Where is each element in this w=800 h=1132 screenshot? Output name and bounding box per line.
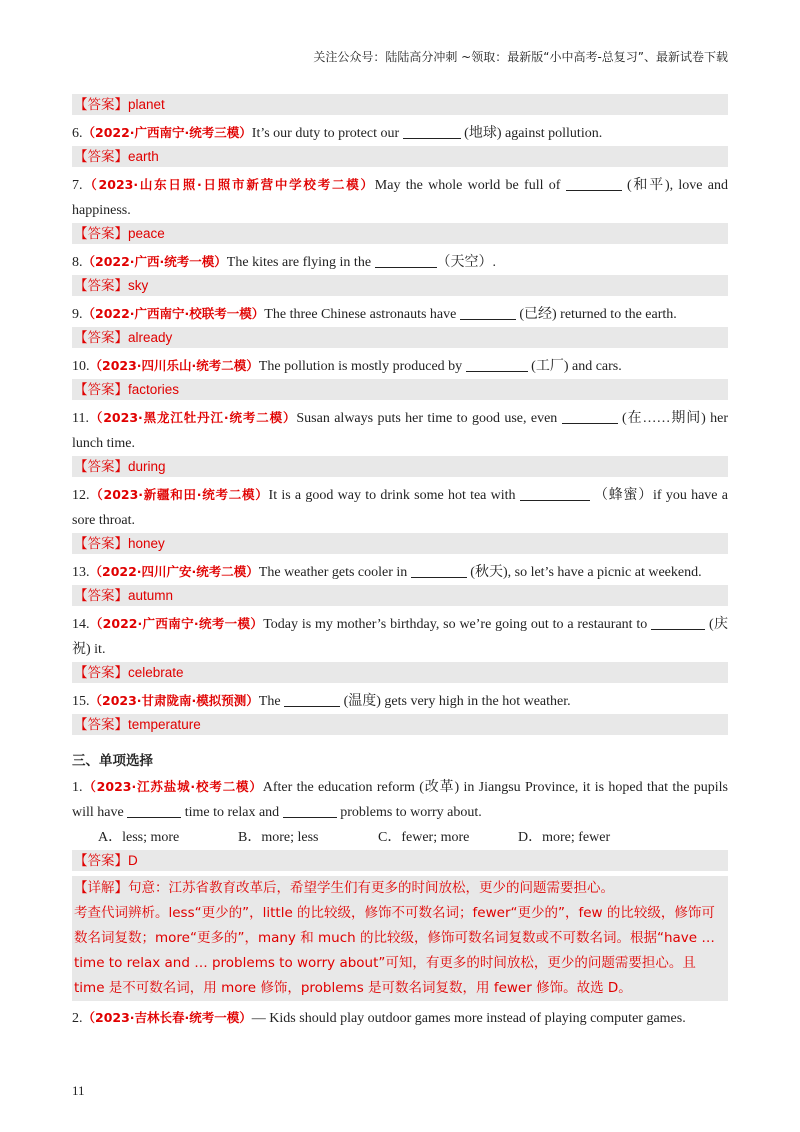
option-c: C．fewer; more [378, 830, 470, 845]
document-body [72, 94, 728, 1031]
detail-tag: 【详解】 [74, 880, 128, 896]
question-14: 14.（2022·广西南宁·统考一模）Today is my mother’s birthday, so we’re going out to a restaurant to (庆祝) it. [72, 616, 728, 657]
detail-analysis: 考查代词辨析。less“更少的”，little 的比较级，修饰不可数名词；fewer“更少的”，few 的比较级，修饰可数名词复数；more“更多的”，many 和 much 的比较级，修饰可数名词复数或不可数名词。根据“have … time to relax and … problems to worry about”可知，有更多的时间放松，更少的问题需要担心。且 time 是不可数名词，用 more 修饰，problems 是可数名词复数，用 fewer 修饰。故选 D。 [74, 905, 715, 996]
answer-row [72, 94, 728, 115]
answer-row: 【答案】during [72, 456, 728, 477]
answer-row: 【答案】already [72, 327, 728, 348]
answer-row: 【答案】temperature [72, 714, 728, 735]
question-15: 15.（2023·甘肃陇南·模拟预测）The (温度) gets very high in the hot weather. [72, 693, 571, 709]
option-d: D．more; fewer [518, 830, 611, 845]
page-header: 关注公众号：陆陆高分冲刺 ~领取：最新版“小中高考-总复习”、最新试卷下载 [313, 50, 728, 64]
fill-blank [651, 615, 705, 630]
answer-value: planet [128, 97, 165, 112]
fill-blank [283, 803, 337, 818]
question-9: 9.（2022·广西南宁·校联考一模）The three Chinese astronauts have (已经) returned to the earth. [72, 306, 677, 322]
fill-blank [466, 357, 528, 372]
question-13: 13.（2022·四川广安·统考二模）The weather gets cooler in (秋天), so let’s have a picnic at weekend. [72, 564, 702, 580]
fill-blank [562, 409, 618, 424]
question-11: 11.（2023·黑龙江牡丹江·统考二模）Susan always puts her time to good use, even (在……期间) her lunch time. [72, 410, 728, 451]
mc-question-1: 1.（2023·江苏盐城·校考二模）After the education reform (改革) in Jiangsu Province, it is hoped that the pupils will have time to relax and problems to worry about. [72, 779, 728, 820]
answer-row: 【答案】celebrate [72, 662, 728, 683]
question-12: 12.（2023·新疆和田·统考二模）It is a good way to drink some hot tea with （蜂蜜）if you have a sore throat. [72, 487, 728, 528]
answer-row: 【答案】peace [72, 223, 728, 244]
answer-row: 【答案】honey [72, 533, 728, 554]
answer-row: 【答案】D [72, 850, 728, 871]
mc-question-2: 2.（2023·吉林长春·统考一模）— Kids should play outdoor games more instead of playing computer games. [72, 1010, 686, 1026]
fill-blank [403, 124, 461, 139]
fill-blank [566, 176, 622, 191]
fill-blank [375, 253, 437, 268]
option-a: A．less; more [98, 830, 180, 845]
explanation [72, 876, 728, 1001]
answer-row: 【答案】sky [72, 275, 728, 296]
detail-translation: 句意：江苏省教育改革后，希望学生们有更多的时间放松，更少的问题需要担心。 [128, 880, 614, 896]
answer-row: 【答案】earth [72, 146, 728, 167]
answer-tag: 【答案】 [74, 97, 128, 113]
fill-blank [411, 563, 467, 578]
fill-blank [520, 486, 590, 501]
question-8: 8.（2022·广西·统考一模）The kites are flying in the （天空）. [72, 254, 497, 270]
option-b: B．more; less [238, 830, 319, 845]
fill-blank [284, 692, 340, 707]
question-6: 6.（2022·广西南宁·统考三模）It’s our duty to protect our (地球) against pollution. [72, 125, 603, 141]
question-7: 7.（2023·山东日照·日照市新营中学校考二模）May the whole world be full of (和平), love and happiness. [72, 177, 729, 218]
page-number: 11 [72, 1083, 85, 1098]
answer-options [72, 825, 728, 850]
question-10: 10.（2023·四川乐山·统考二模）The pollution is mostly produced by (工厂) and cars. [72, 358, 622, 374]
section-title: 三、单项选择 [72, 753, 153, 769]
answer-row: 【答案】autumn [72, 585, 728, 606]
fill-blank [127, 803, 181, 818]
fill-blank [460, 305, 516, 320]
answer-row: 【答案】factories [72, 379, 728, 400]
